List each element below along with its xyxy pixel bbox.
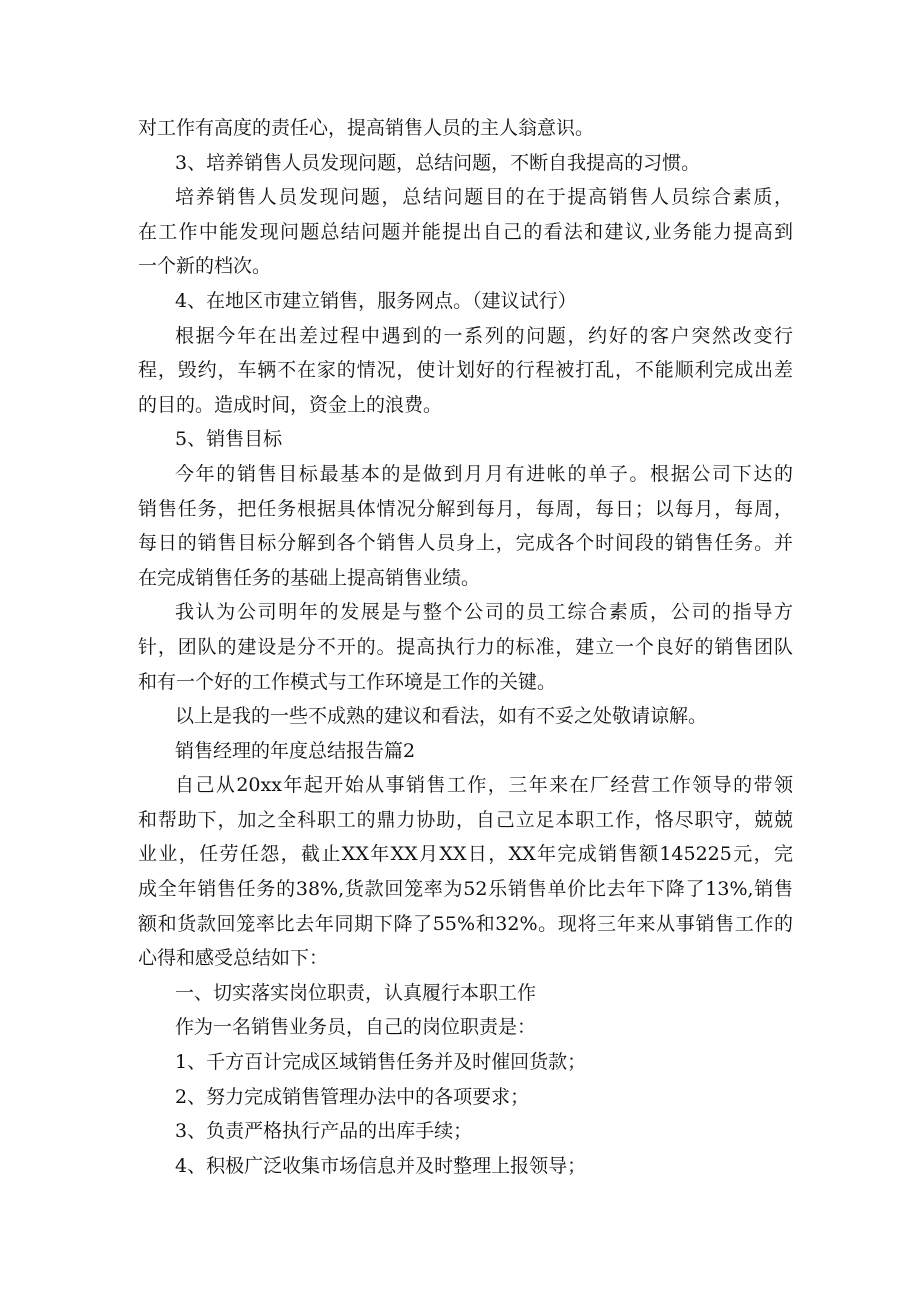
list-item: 2、努力完成销售管理办法中的各项要求；: [175, 1085, 530, 1108]
list-heading: 5、销售目标: [175, 428, 283, 451]
text-line: 额和货款回笼率比去年同期下降了55%和32%。现将三年来从事销售工作的: [138, 912, 793, 935]
text-line: 业业，任劳任怨，截止XX年XX月XX日，XX年完成销售额145225元，完: [138, 843, 793, 866]
text-line: 在工作中能发现问题总结问题并能提出自己的看法和建议,业务能力提高到: [138, 220, 793, 243]
section-title: 销售经理的年度总结报告篇2: [175, 739, 416, 762]
text-line: 我认为公司明年的发展是与整个公司的员工综合素质，公司的指导方: [175, 601, 793, 624]
text-line: 和有一个好的工作模式与工作环境是工作的关键。: [138, 670, 557, 693]
text-line: 根据今年在出差过程中遇到的一系列的问题，约好的客户突然改变行: [175, 324, 793, 347]
text-line: 今年的销售目标最基本的是做到月月有进帐的单子。根据公司下达的: [175, 462, 793, 485]
text-line: 每日的销售目标分解到各个销售人员身上，完成各个时间段的销售任务。并: [138, 532, 793, 555]
list-item: 1、千方百计完成区域销售任务并及时催回货款；: [175, 1051, 587, 1074]
document-body: [138, 111, 793, 1183]
text-line: 心得和感受总结如下：: [138, 947, 329, 970]
text-line: 和帮助下，加之全科职工的鼎力协助，自己立足本职工作，恪尽职守，兢兢: [138, 808, 793, 831]
text-line: 培养销售人员发现问题，总结问题目的在于提高销售人员综合素质，: [175, 186, 793, 209]
list-item: 4、积极广泛收集市场信息并及时整理上报领导；: [175, 1154, 587, 1177]
text-line: 对工作有高度的责任心，提高销售人员的主人翁意识。: [138, 117, 595, 139]
text-line: 在完成销售任务的基础上提高销售业绩。: [138, 566, 481, 589]
list-item: 3、负责严格执行产品的出库手续；: [175, 1120, 473, 1143]
text-line: 以上是我的一些不成熟的建议和看法，如有不妥之处敬请谅解。: [175, 705, 708, 728]
text-line: 一个新的档次。: [138, 255, 272, 278]
text-line: 的目的。造成时间，资金上的浪费。: [138, 393, 443, 416]
list-heading: 4、在地区市建立销售，服务网点。（建议试行）: [175, 289, 577, 312]
text-line: 自己从20xx年起开始从事销售工作，三年来在厂经营工作领导的带领: [175, 774, 793, 797]
text-line: 成全年销售任务的38%,货款回笼率为52乐销售单价比去年下降了13%,销售: [138, 878, 793, 901]
text-line: 程，毁约，车辆不在家的情况，使计划好的行程被打乱，不能顺利完成出差: [138, 359, 793, 382]
section-heading: 一、切实落实岗位职责，认真履行本职工作: [175, 981, 537, 1004]
text-line: 作为一名销售业务员，自己的岗位职责是：: [175, 1016, 537, 1039]
text-line: 销售任务，把任务根据具体情况分解到每月，每周，每日；以每月，每周，: [138, 497, 793, 520]
list-heading: 3、培养销售人员发现问题，总结问题，不断自我提高的习惯。: [175, 151, 701, 174]
text-line: 针，团队的建设是分不开的。提高执行力的标准，建立一个良好的销售团队: [138, 635, 793, 658]
